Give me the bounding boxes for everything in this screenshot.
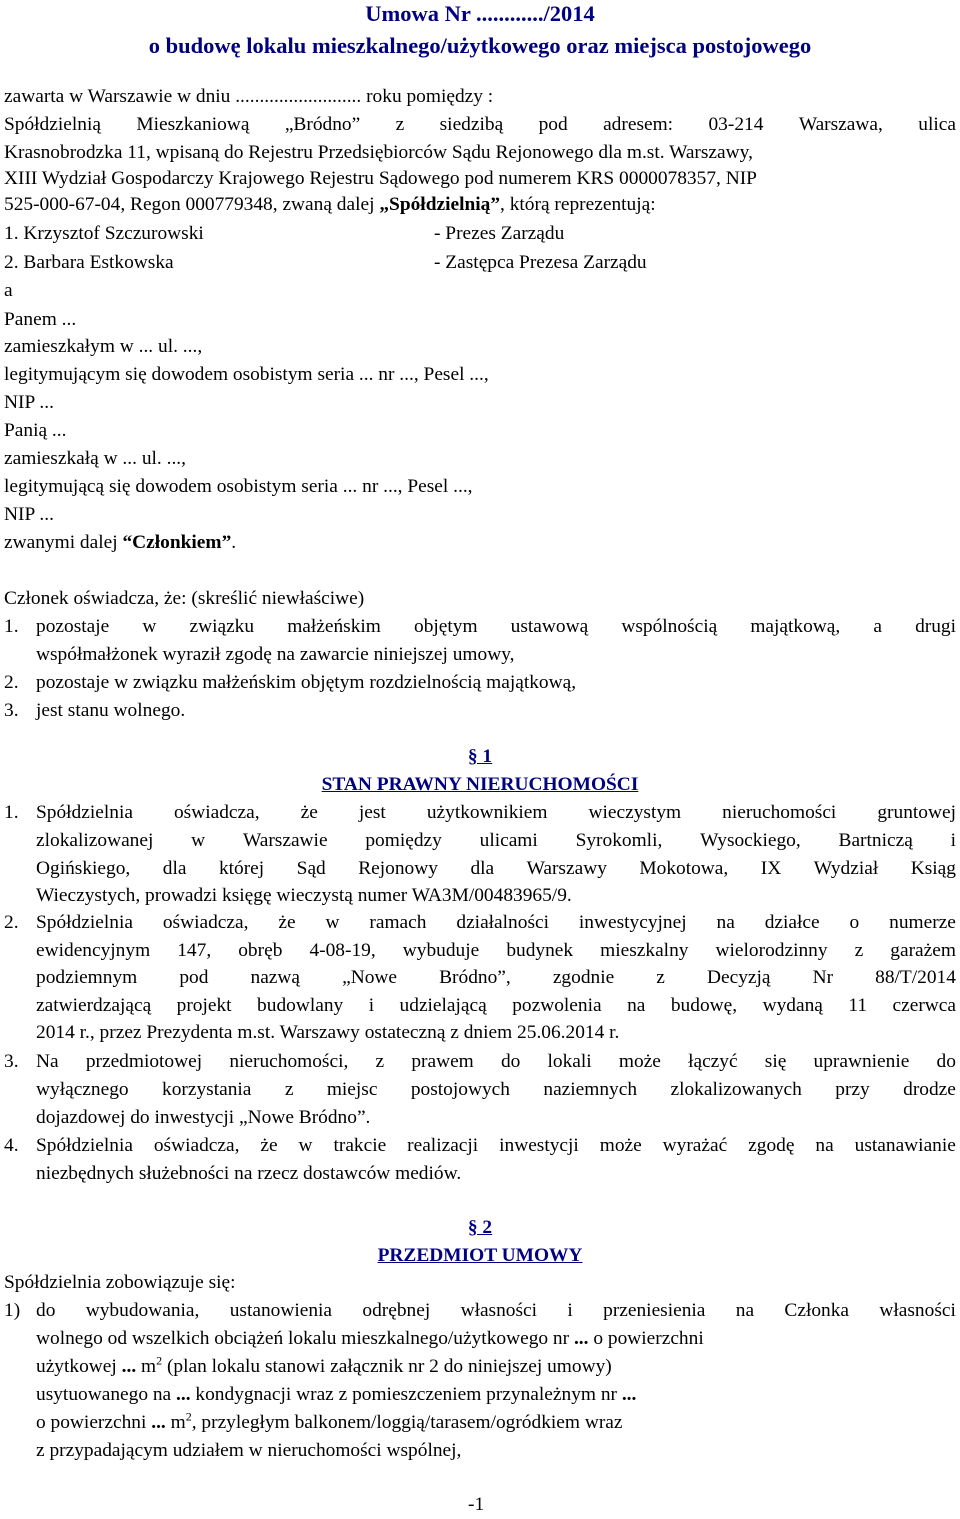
word: nieruchomości, <box>229 1051 349 1072</box>
word: zlokalizowanych <box>670 1079 802 1100</box>
word: na <box>735 1300 755 1321</box>
storage-area-blank: ... <box>151 1412 166 1433</box>
word: jest <box>358 802 386 823</box>
word: dla <box>470 858 495 879</box>
word: zgodę <box>748 1135 795 1156</box>
s2-text: użytkowej <box>36 1356 122 1377</box>
word: z <box>284 1079 294 1100</box>
word: zgodnie <box>552 967 615 988</box>
representative-name: Krzysztof Szczurowski <box>23 223 204 244</box>
word: przeniesienia <box>603 1300 706 1321</box>
word: przedmiotowej <box>85 1051 203 1072</box>
word: nieruchomości <box>722 802 837 823</box>
member-text: zwanymi dalej <box>4 532 123 553</box>
word: wybudowania, <box>85 1300 200 1321</box>
s2-text: m <box>165 1412 186 1433</box>
word: małżeńskim <box>287 616 381 637</box>
s1-p1-line-4: Wieczystych, prowadzi księgę wieczystą numer WA3M/00483965/9. <box>36 885 572 906</box>
word: gruntowej <box>877 802 956 823</box>
word: z <box>375 1051 385 1072</box>
word: siedzibą <box>439 114 504 135</box>
list-number: 2. <box>4 252 19 273</box>
word: Nr <box>812 967 834 988</box>
word: Sąd <box>296 858 326 879</box>
word: wyrażać <box>662 1135 728 1156</box>
word: postojowych <box>410 1079 510 1100</box>
s1-num-3: 3. <box>4 1051 19 1072</box>
s2-text: usytuowanego na <box>36 1384 177 1405</box>
word: może <box>599 1135 642 1156</box>
word: że <box>278 912 296 933</box>
cooperative-defined-term: „Spółdzielnią” <box>379 194 501 215</box>
word: o <box>849 912 860 933</box>
word: garażem <box>890 940 956 961</box>
word: może <box>618 1051 661 1072</box>
word: i <box>368 995 375 1016</box>
word: a <box>873 616 882 637</box>
party-mr-id: legitymującym się dowodem osobistym seria ... nr ..., Pesel ..., <box>4 364 489 385</box>
word: IX <box>760 858 782 879</box>
s2-i1-line-3 <box>36 1353 612 1377</box>
word: i <box>950 830 956 851</box>
word: korzystania <box>162 1079 252 1100</box>
word: 4-08-19, <box>309 940 376 961</box>
s1-p1-line-3 <box>36 859 956 878</box>
word: ustawową <box>510 616 589 637</box>
s1-p2-line-2 <box>36 941 956 960</box>
declaration-item-2: pozostaje w związku małżeńskim objętym rozdzielnością majątkową, <box>36 672 577 693</box>
word: wieczystym <box>588 802 682 823</box>
word: Ksiąg <box>910 858 956 879</box>
word: na <box>815 1135 834 1156</box>
word: pod <box>179 967 209 988</box>
word: ustanawianie <box>854 1135 956 1156</box>
section-2-heading: PRZEDMIOT UMOWY <box>377 1245 583 1266</box>
word: Spółdzielnia <box>36 1135 133 1156</box>
party-mrs-nip: NIP ... <box>4 504 54 525</box>
word: inwestycji <box>499 1135 579 1156</box>
word: objętym <box>414 616 478 637</box>
s1-p1-line-2 <box>36 831 956 850</box>
contract-subtitle: o budowę lokalu mieszkalnego/użytkowego oraz miejsca postojowego <box>148 33 812 58</box>
word: na <box>627 995 646 1016</box>
s2-item-number: 1) <box>4 1300 21 1321</box>
word: Mokotowa, <box>639 858 729 879</box>
intro-line-3: Krasnobrodzka 11, wpisaną do Rejestru Przedsiębiorców Sądu Rejonowego dla m.st. Warszawy, <box>4 142 753 163</box>
intro-text: 525-000-67-04, Regon 000779348, zwaną dalej <box>4 194 380 215</box>
s2-text: o powierzchni <box>588 1328 704 1349</box>
party-mrs-name: Panią ... <box>4 420 67 441</box>
s2-i1-line-2 <box>36 1329 704 1348</box>
word: Wysockiego, <box>700 830 801 851</box>
word: naziemnych <box>543 1079 638 1100</box>
word: z <box>395 114 405 135</box>
word: ulica <box>918 114 956 135</box>
s1-p1-line-1 <box>36 803 956 822</box>
word: użytkownikiem <box>426 802 548 823</box>
word: do <box>500 1051 521 1072</box>
party-mr-address: zamieszkałym w ... ul. ..., <box>4 336 203 357</box>
word: udzielającą <box>399 995 487 1016</box>
word: Wydział <box>813 858 879 879</box>
party-mrs-id: legitymującą się dowodem osobistym seria ... nr ..., Pesel ..., <box>4 476 473 497</box>
word: przy <box>835 1079 870 1100</box>
contract-title: Umowa Nr ............/2014 <box>365 1 595 26</box>
word: Decyzją <box>706 967 771 988</box>
word: 88/T/2014 <box>875 967 956 988</box>
word: projekt <box>176 995 232 1016</box>
page-number: -1 <box>468 1494 485 1515</box>
section-1-heading: STAN PRAWNY NIERUCHOMOŚCI <box>321 774 639 795</box>
word: ramach <box>369 912 427 933</box>
word: Warszawy <box>526 858 607 879</box>
s2-text: kondygnacji wraz z pomieszczeniem przynależnym nr <box>190 1384 622 1405</box>
word: budowę, <box>670 995 738 1016</box>
word: 03-214 <box>708 114 764 135</box>
representative-name: Barbara Estkowska <box>23 252 174 273</box>
s1-num-2: 2. <box>4 912 19 933</box>
area-blank: ... <box>121 1356 137 1377</box>
word: Spółdzielnia <box>36 802 133 823</box>
word: łączyć <box>688 1051 738 1072</box>
declaration-item-3: jest stanu wolnego. <box>36 700 186 721</box>
s2-text: , przyległym balkonem/loggią/tarasem/ogródkiem wraz <box>191 1412 623 1433</box>
word: że <box>260 1135 278 1156</box>
word: podziemnym <box>36 967 138 988</box>
representative-2-role: - Zastępca Prezesa Zarządu <box>434 252 647 273</box>
s1-p3-line-1 <box>36 1052 956 1071</box>
s2-text: wolnego od wszelkich obciążeń lokalu mieszkalnego/użytkowego nr <box>36 1328 574 1349</box>
word: pozostaje <box>36 616 110 637</box>
word: 147, <box>177 940 212 961</box>
section-2-number: § 2 <box>467 1217 493 1238</box>
s1-num-1: 1. <box>4 802 19 823</box>
word: 11 <box>848 995 868 1016</box>
word: Bartniczą <box>838 830 913 851</box>
word: ulicami <box>479 830 538 851</box>
word: odrębnej <box>362 1300 431 1321</box>
word: obręb <box>238 940 283 961</box>
intro-line-4: XIII Wydział Gospodarczy Krajowego Rejestru Sądowego pod numerem KRS 0000078357, NIP <box>4 168 757 189</box>
word: realizacji <box>407 1135 479 1156</box>
declaration-item-1-line-1 <box>36 617 956 636</box>
word: Rejonowy <box>358 858 438 879</box>
word: wielorodzinny <box>715 940 828 961</box>
word: budowlany <box>257 995 344 1016</box>
intro-line-5 <box>4 195 656 214</box>
word: numerze <box>889 912 956 933</box>
word: w <box>298 1135 313 1156</box>
word: miejsc <box>326 1079 378 1100</box>
word: której <box>218 858 265 879</box>
floor-blank: ... <box>176 1384 191 1405</box>
word: wydaną <box>762 995 823 1016</box>
word: pomiędzy <box>365 830 442 851</box>
word: „Bródno” <box>284 114 361 135</box>
representative-2 <box>4 253 174 272</box>
superscript-2: 2 <box>156 1353 163 1368</box>
declaration-intro: Członek oświadcza, że: (skreślić niewłaściwe) <box>4 588 365 609</box>
s2-i1-line-4 <box>36 1385 636 1404</box>
s1-p2-line-4 <box>36 996 956 1015</box>
s2-i1-line-1 <box>36 1301 956 1320</box>
declaration-num-1: 1. <box>4 616 19 637</box>
s2-intro: Spółdzielnia zobowiązuje się: <box>4 1272 236 1293</box>
word: własności <box>460 1300 538 1321</box>
intro-line-1: zawarta w Warszawie w dniu .......................... roku pomiędzy : <box>4 86 494 107</box>
word: trakcie <box>333 1135 387 1156</box>
word: Warszawie <box>242 830 328 851</box>
word: drodze <box>903 1079 956 1100</box>
s2-text: (plan lokalu stanowi załącznik nr 2 do niniejszej umowy) <box>162 1356 612 1377</box>
s1-p2-line-5: 2014 r., przez Prezydenta m.st. Warszawy ostateczną z dniem 25.06.2014 r. <box>36 1022 620 1043</box>
word: i <box>567 1300 573 1321</box>
section-1-number: § 1 <box>467 746 493 767</box>
word: Mieszkaniową <box>136 114 250 135</box>
word: Spółdzielnia <box>36 912 133 933</box>
unit-number-blank: ... <box>573 1328 589 1349</box>
word: w <box>142 616 157 637</box>
s2-text: o powierzchni <box>36 1412 152 1433</box>
word: wspólnością <box>621 616 718 637</box>
word: że <box>300 802 318 823</box>
member-text-end: . <box>231 532 237 553</box>
word: z <box>656 967 665 988</box>
word: na <box>716 912 735 933</box>
list-number: 1. <box>4 223 19 244</box>
word: drugi <box>915 616 956 637</box>
word: uprawnienie <box>813 1051 910 1072</box>
conjunction-a: a <box>4 280 13 301</box>
word: pozwolenia <box>512 995 602 1016</box>
word: adresem: <box>603 114 674 135</box>
word: Syrokomli, <box>575 830 663 851</box>
word: związku <box>189 616 255 637</box>
word: Warszawa, <box>798 114 883 135</box>
representative-1 <box>4 224 204 243</box>
s1-p4-line-1 <box>36 1136 956 1155</box>
representative-1-role: - Prezes Zarządu <box>434 223 565 244</box>
word: Na <box>36 1051 59 1072</box>
word: ustanowienia <box>229 1300 333 1321</box>
storage-number-blank: ... <box>621 1384 637 1405</box>
party-mr-nip: NIP ... <box>4 392 54 413</box>
s1-p2-line-1 <box>36 913 956 932</box>
s1-p4-line-2: niezbędnych służebności na rzecz dostawców mediów. <box>36 1163 462 1184</box>
declaration-num-2: 2. <box>4 672 19 693</box>
word: nazwą <box>250 967 301 988</box>
word: pod <box>538 114 568 135</box>
word: dla <box>162 858 187 879</box>
word: mieszkalny <box>600 940 689 961</box>
member-defined-term: “Członkiem” <box>122 532 232 553</box>
word: do <box>936 1051 956 1072</box>
word: w <box>325 912 340 933</box>
word: „Nowe <box>342 967 398 988</box>
intro-text-end: , którą reprezentują: <box>500 194 656 215</box>
word: się <box>764 1051 787 1072</box>
intro-line-2 <box>4 115 956 134</box>
s2-i1-line-5 <box>36 1409 623 1433</box>
party-mr-name: Panem ... <box>4 309 77 330</box>
word: z <box>854 940 864 961</box>
word: własności <box>879 1300 956 1321</box>
word: działce <box>764 912 820 933</box>
word: budynek <box>506 940 574 961</box>
s1-num-4: 4. <box>4 1135 19 1156</box>
word: Spółdzielnią <box>4 114 101 135</box>
word: działalności <box>456 912 549 933</box>
word: zlokalizowanej <box>36 830 154 851</box>
superscript-2: 2 <box>185 1409 192 1424</box>
word: wyłącznego <box>36 1079 129 1100</box>
member-definition <box>4 533 236 552</box>
word: zatwierdzającą <box>36 995 152 1016</box>
s1-p3-line-2 <box>36 1080 956 1099</box>
party-mrs-address: zamieszkałą w ... ul. ..., <box>4 448 186 469</box>
word: Członka <box>784 1300 850 1321</box>
word: czerwca <box>892 995 956 1016</box>
word: inwestycyjnej <box>578 912 687 933</box>
declaration-num-3: 3. <box>4 700 19 721</box>
word: Bródno”, <box>439 967 511 988</box>
s2-text: m <box>136 1356 157 1377</box>
word: prawem <box>411 1051 474 1072</box>
word: do <box>36 1300 56 1321</box>
word: oświadcza, <box>153 1135 240 1156</box>
s2-i1-line-6: z przypadającym udziałem w nieruchomości wspólnej, <box>36 1440 462 1461</box>
s1-p3-line-3: dojazdowej do inwestycji „Nowe Bródno”. <box>36 1107 371 1128</box>
word: Ogińskiego, <box>36 858 131 879</box>
word: oświadcza, <box>173 802 260 823</box>
word: ewidencyjnym <box>36 940 151 961</box>
word: wybuduje <box>402 940 480 961</box>
word: w <box>191 830 206 851</box>
word: majątkową, <box>750 616 841 637</box>
declaration-item-1-line-2: współmałżonek wyraził zgodę na zawarcie niniejszej umowy, <box>36 644 515 665</box>
word: lokali <box>547 1051 592 1072</box>
word: oświadcza, <box>162 912 249 933</box>
s1-p2-line-3 <box>36 968 956 987</box>
